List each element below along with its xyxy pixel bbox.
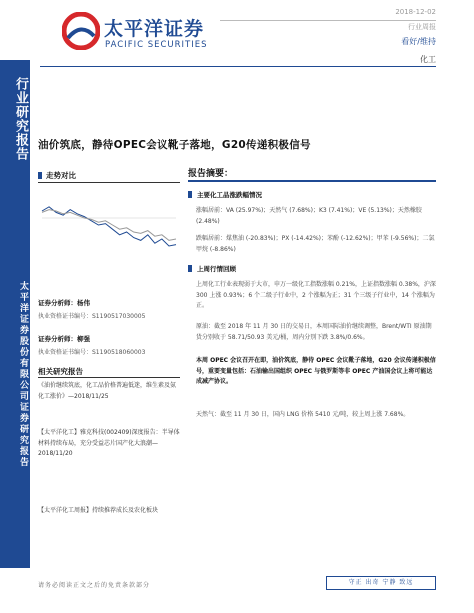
side-label-bottom: 太平洋证券股份有限公司证券研究报告 [18,280,28,468]
related-item[interactable]: 《油价继续筑底，化工品价格普遍低迷，维生素及氨化工涨价》—2018/11/25 [38,382,177,400]
section-marker-icon [188,265,192,272]
gas-review: 天然气：截至 11 月 30 日，国内 LNG 价格 5410 元/吨，较上周上涨 7.68%。 [196,411,410,418]
report-title: 油价筑底，静待OPEC会议靴子落地，G20传递积极信号 [38,139,311,151]
bullet-market-review: 上周行情回顾 [188,264,236,273]
header-divider-top [220,20,436,21]
industry: 化工 [420,55,436,64]
related-divider [38,377,180,378]
trend-label: 走势对比 [38,170,76,181]
related-item[interactable]: 【太平洋化工周报】持续推荐成长及农化板块 [38,507,159,514]
chart-series-line-2 [42,210,176,241]
trend-divider [38,182,180,183]
side-label-top: 行业研究报告 [13,77,28,161]
price-losers: 跌幅居前：煤焦油 (-20.83%)；PX (-14.42%)；苯酚 (-12.62%)；甲苯 (-9.56%)；二氯甲烷 (-8.86%) [196,235,435,253]
rating: 看好/维持 [401,37,436,46]
header-divider [40,66,436,67]
chart-series-line-1 [42,207,176,246]
bullet-price-changes: 主要化工品涨跌幅情况 [188,190,262,199]
analyst-2: 证券分析师：柳强 [38,335,90,343]
analyst-1-cert: 执业资格证书编号：S1190517030005 [38,313,146,320]
section-marker-icon [188,191,192,198]
report-type: 行业周报 [408,23,436,31]
related-item[interactable]: 【太平洋化工】雅克科技(002409)深度报告：半导体材料持续布局，充分受益芯片国产化大浪潮—2018/11/20 [38,429,180,457]
analyst-1: 证券分析师：杨伟 [38,299,90,307]
price-gainers: 涨幅居前：VA (25.97%)；天然气 (7.68%)；K3 (7.41%)；VE (5.13%)；天然橡胶 (2.48%) [196,207,422,225]
trend-chart [38,186,180,266]
motto-box: 守正 出奇 宁静 致远 [326,576,436,590]
logo-icon [62,12,100,50]
related-label: 相关研究报告 [38,367,83,376]
logo-text-en: PACIFIC SECURITIES [105,40,208,50]
logo [62,10,222,60]
logo-text-cn: 太平洋证券 [104,18,205,40]
summary-divider [188,180,436,182]
crude-oil-review: 原油：截至 2018 年 11 月 30 日的交易日，本周国际油价继续调整，Brent/WTI 原油期货分别收于 58.71/50.93 美元/桶，周内分别下跌 3.8%/0.6%。 [196,323,432,341]
opec-outlook: 本周 OPEC 会议召开在即，油价筑底，静待 OPEC 会议靴子落地，G20 会议传递积极信号，重要变量包括：石油输出国组织 OPEC 与俄罗斯等非 OPEC 产油国会议上将可能达成减产协议。 [196,357,436,385]
market-review: 上周化工行业表现弱于大市，申万一级化工指数涨幅 0.21%，上证指数涨幅 0.38%，沪深 300 上涨 0.93%；6 个二级子行业中，2 个涨幅为正；31 个三级子行业中，14 个涨幅为正。 [196,281,436,309]
analyst-2-cert: 执业资格证书编号：S1190518060003 [38,349,146,356]
disclaimer-note: 请务必阅读正文之后的免责条款部分 [38,582,151,589]
section-marker-icon [38,172,42,179]
summary-title: 报告摘要： [188,169,234,179]
report-date: 2018-12-02 [395,8,436,16]
